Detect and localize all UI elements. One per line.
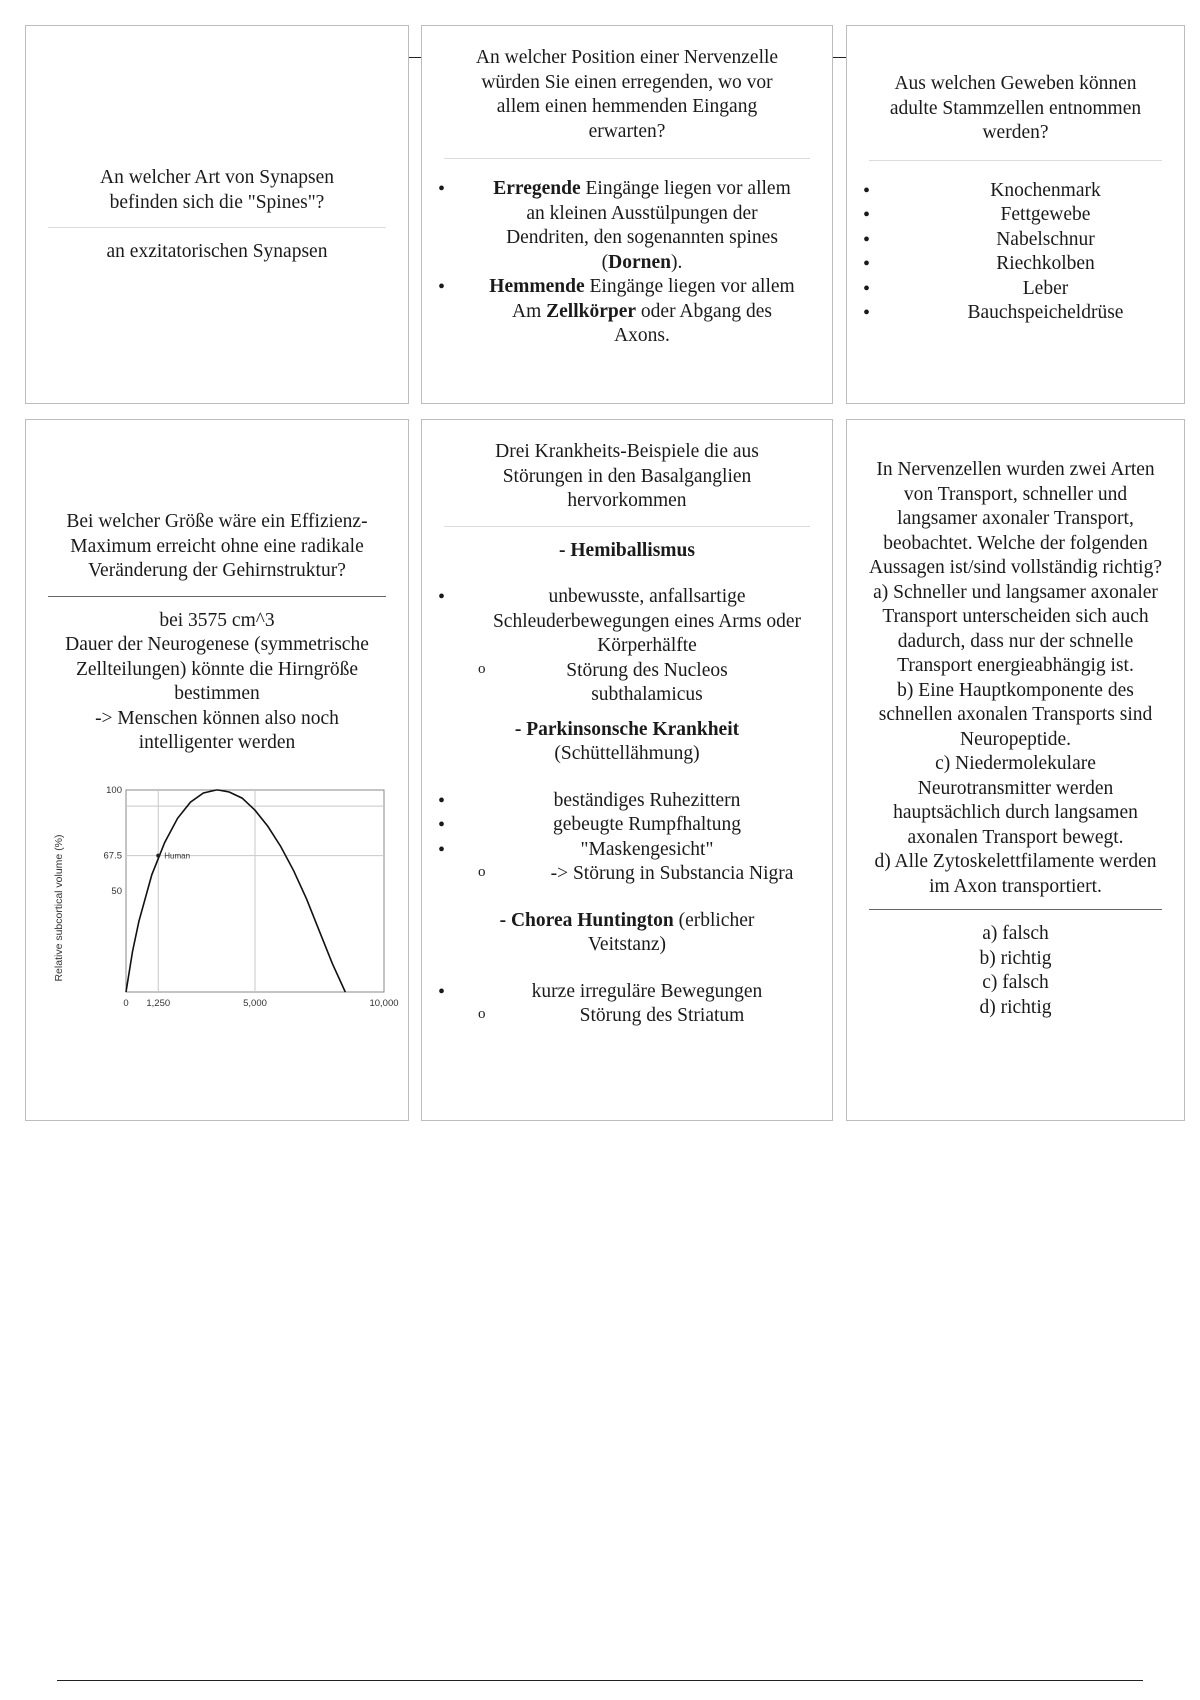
bottom-rule: [57, 1680, 1143, 1681]
card-divider: [869, 909, 1162, 910]
list-item: • Erregende Eingänge liegen vor allem an kleinen Ausstülpungen der Dendriten, den sogenannten spines (Dornen).: [422, 177, 810, 275]
list-item: o -> Störung in Substancia Nigra: [422, 862, 832, 887]
card-answer-line: bei 3575 cm^3: [159, 609, 275, 631]
card-question: Bei welcher Größe wäre ein Effizienz-Maximum erreicht ohne eine radikale Veränderung der Gehirnstruktur?: [66, 511, 368, 581]
list-item: • Bauchspeicheldrüse: [847, 301, 1184, 326]
card-question: Aus welchen Geweben können adulte Stammzellen entnommen werden?: [889, 73, 1142, 143]
card-option: b) Eine Hauptkomponente des schnellen axonalen Transports sind Neuropeptide.: [878, 679, 1153, 750]
list-item: • Fettgewebe: [847, 203, 1184, 228]
chart-xtick-label: 10,000: [369, 998, 399, 1009]
chart-ytick-label: 50: [111, 886, 122, 897]
chart-ytick-label: 67.5: [103, 850, 122, 862]
card-answer-line: -> Menschen können also noch intelligenter werden: [95, 707, 339, 753]
cause-list: [422, 659, 832, 708]
flashcard-spines: [25, 25, 409, 404]
chart-annotation-label: Human: [164, 851, 191, 861]
card-divider: [444, 526, 810, 527]
card-divider: [869, 160, 1162, 161]
flashcard-basal-ganglia: [421, 419, 833, 1121]
disease-title: - Parkinsonsche Krankheit: [514, 718, 740, 740]
cause-list: [422, 1004, 832, 1029]
card-divider: [48, 596, 386, 597]
chart-annotation-point: [156, 854, 160, 858]
list-item: • Riechkolben: [847, 252, 1184, 277]
list-item: • "Maskengesicht": [422, 838, 832, 863]
disease-title: - Chorea Huntington (erblicher Veitstanz): [499, 909, 755, 955]
card-option: d) Alle Zytoskelettfilamente werden im Axon transportiert.: [874, 851, 1157, 897]
card-answer: an exzitatorischen Synapsen: [106, 241, 328, 262]
chart-ytick-label: 100: [106, 785, 122, 796]
list-item: • Nabelschnur: [847, 228, 1184, 253]
list-item: o Störung des Nucleos subthalamicus: [422, 659, 832, 708]
answer-item: b) richtig: [979, 947, 1052, 969]
list-item: • kurze irreguläre Bewegungen: [422, 980, 832, 1005]
chart-xtick-label: 0: [123, 998, 129, 1009]
answer-item: a) falsch: [982, 923, 1049, 944]
symptom-list: [422, 980, 832, 1005]
flashcard-stem-cells: [846, 25, 1185, 404]
card-divider: [444, 158, 810, 159]
flashcard-brain-size: [25, 419, 409, 1121]
list-item: • gebeugte Rumpfhaltung: [422, 813, 832, 838]
flashcard-synapse-position: [421, 25, 833, 404]
card-answer-line: Dauer der Neurogenese (symmetrische Zellteilungen) könnte die Hirngröße bestimmen: [65, 634, 369, 704]
disease-alias: (Schüttellähmung): [554, 743, 700, 764]
subcortical-volume-chart: [48, 782, 399, 1032]
card-question: In Nervenzellen wurden zwei Arten von Transport, schneller und langsamer axonaler Transport, beobachtet. Welche der folgenden Aussagen ist/sind vollständig richtig?: [868, 459, 1162, 578]
disease-title: - Hemiballismus: [559, 539, 695, 561]
answer-item: c) falsch: [982, 972, 1049, 993]
symptom-list: [422, 585, 832, 659]
cause-list: [422, 862, 832, 887]
list-item: • Knochenmark: [847, 179, 1184, 204]
symptom-list: [422, 789, 832, 863]
chart-xtick-label: 5,000: [243, 998, 267, 1009]
list-item: • beständiges Ruhezittern: [422, 789, 832, 814]
tissue-list: [847, 179, 1184, 326]
list-item: • Leber: [847, 277, 1184, 302]
card-option: a) Schneller und langsamer axonaler Transport unterscheiden sich auch dadurch, dass nur der schnelle Transport energieabhängig ist.: [873, 581, 1158, 676]
list-item: • Hemmende Eingänge liegen vor allem Am Zellkörper oder Abgang des Axons.: [422, 275, 810, 349]
chart-xtick-label: 1,250: [146, 998, 171, 1009]
card-question: Drei Krankheits-Beispiele die aus Störungen in den Basalganglien hervorkommen: [495, 441, 759, 511]
card-divider: [48, 227, 386, 228]
card-option: c) Niedermolekulare Neurotransmitter werden hauptsächlich durch langsamen axonalen Transport bewegt.: [893, 753, 1138, 848]
list-item: • unbewusste, anfallsartige Schleuderbewegungen eines Arms oder Körperhälfte: [422, 585, 832, 659]
list-item: o Störung des Striatum: [422, 1004, 832, 1029]
flashcard-axonal-transport: [846, 419, 1185, 1121]
card-question: An welcher Art von Synapsen befinden sich die "Spines"?: [100, 167, 334, 213]
answer-item: d) richtig: [979, 996, 1052, 1018]
chart-ylabel: Relative subcortical volume (%): [53, 834, 65, 982]
input-location-list: [422, 177, 832, 349]
card-question: An welcher Position einer Nervenzelle würden Sie einen erregenden, wo vor allem einen hemmenden Eingang erwarten?: [475, 47, 779, 142]
chart-series-line: [126, 790, 345, 992]
